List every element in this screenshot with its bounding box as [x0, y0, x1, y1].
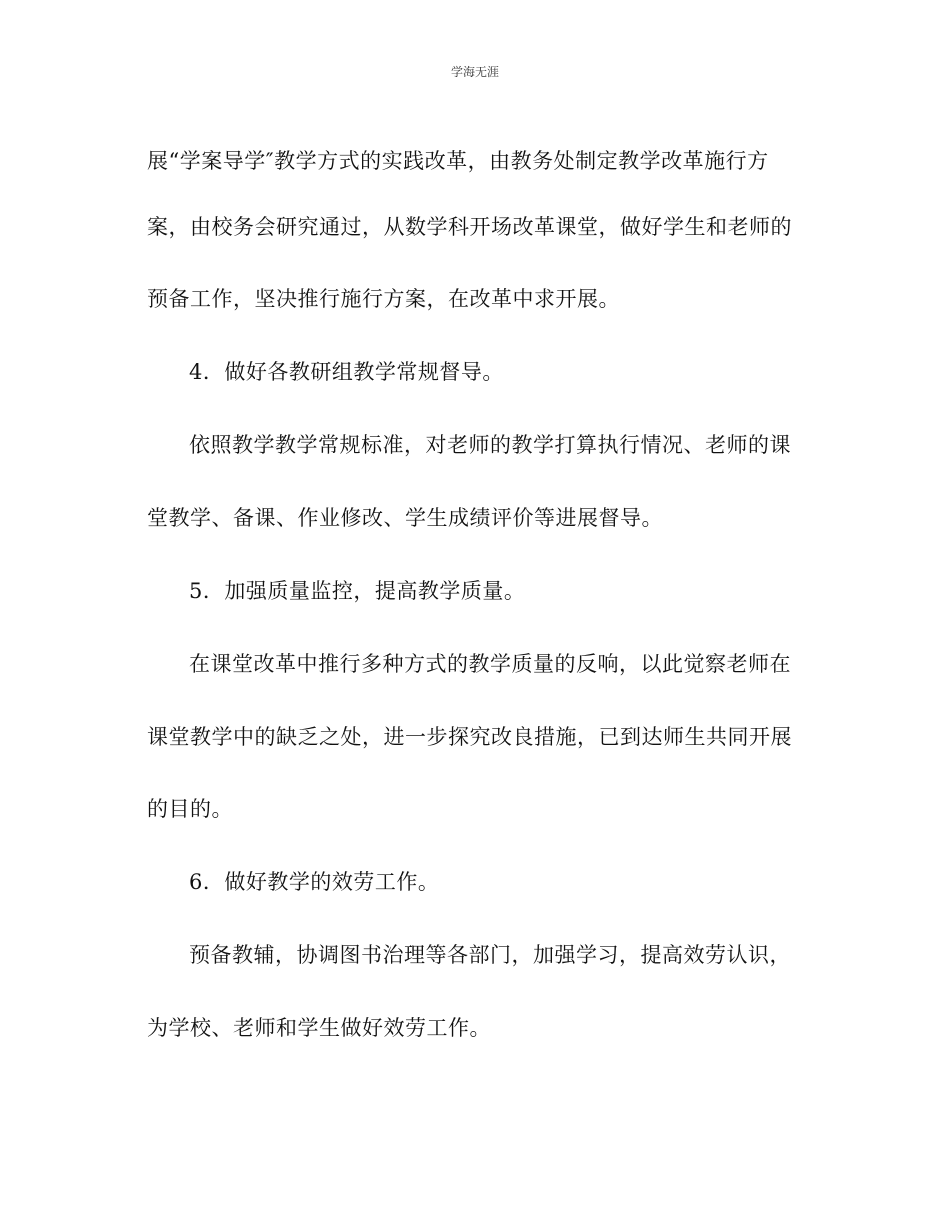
paragraph-line: 课堂教学中的缺乏之处，进一步探究改良措施，已到达师生共同开展: [147, 725, 792, 749]
paragraph-line: 展“学案导学″教学方式的实践改革，由教务处制定教学改革施行方: [147, 149, 769, 173]
paragraph-line: 依照教学教学常规标准，对老师的教学打算执行情况、老师的课: [189, 433, 791, 457]
paragraph-line: 在课堂改革中推行多种方式的教学质量的反响，以此觉察老师在: [189, 652, 791, 676]
section-heading: 6．做好教学的效劳工作。: [189, 870, 440, 894]
paragraph-line: 堂教学、备课、作业修改、学生成绩评价等进展督导。: [147, 506, 663, 530]
paragraph-line: 预备教辅，协调图书治理等各部门，加强学习，提高效劳认识，: [189, 943, 791, 967]
section-heading: 4．做好各教研组教学常规督导。: [189, 360, 504, 384]
section-heading: 5．加强质量监控，提高教学质量。: [189, 579, 526, 603]
paragraph-line: 的目的。: [147, 797, 233, 821]
page-header: 学海无涯: [450, 65, 499, 79]
paragraph-line: 案，由校务会研究通过，从数学科开场改革课堂，做好学生和老师的: [147, 215, 792, 239]
paragraph-line: 预备工作，坚决推行施行方案，在改革中求开展。: [147, 287, 620, 311]
paragraph-line: 为学校、老师和学生做好效劳工作。: [147, 1016, 491, 1040]
